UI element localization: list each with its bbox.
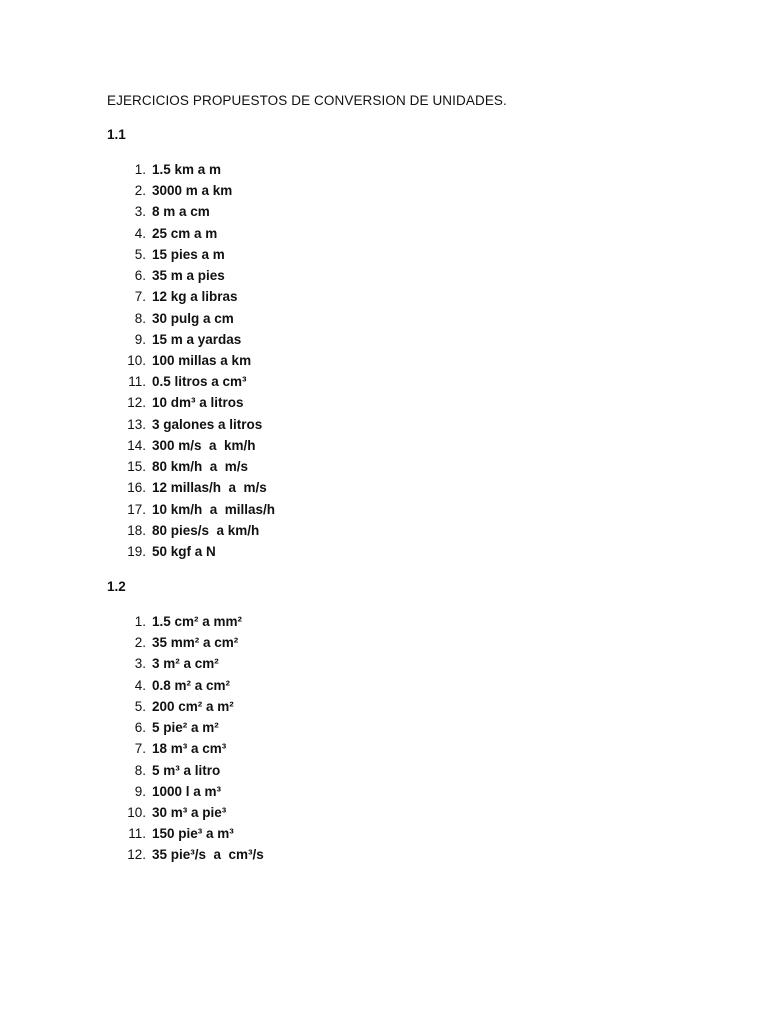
list-item-text: 150 pie³ a m³ <box>152 826 234 842</box>
list-item-number: 9. <box>134 331 146 347</box>
list-item-text: 15 pies a m <box>152 246 225 262</box>
list-item <box>107 499 407 520</box>
list-item <box>107 308 407 329</box>
list-item-number: 6. <box>134 268 146 284</box>
section-heading-1-2: 1.2 <box>107 579 126 594</box>
list-item <box>107 653 407 674</box>
exercise-list-1-2 <box>107 611 407 866</box>
list-item-text: 30 pulg a cm <box>152 310 234 326</box>
list-item <box>107 392 407 413</box>
list-item-text: 12 millas/h a m/s <box>152 480 267 496</box>
list-item <box>107 823 407 844</box>
list-item-number: 5. <box>134 246 146 262</box>
list-item <box>107 520 407 541</box>
list-item-text: 8 m a cm <box>152 204 210 220</box>
list-item-number: 10. <box>127 804 146 820</box>
list-item-text: 35 mm² a cm² <box>152 635 239 651</box>
list-item-number: 12. <box>127 847 146 863</box>
list-item-number: 3. <box>134 204 146 220</box>
list-item-text: 1000 l a m³ <box>152 783 222 799</box>
list-item-number: 14. <box>127 437 146 453</box>
list-item <box>107 738 407 759</box>
section-heading-1-1: 1.1 <box>107 127 126 142</box>
list-item <box>107 477 407 498</box>
list-item-text: 30 m³ a pie³ <box>152 804 227 820</box>
list-item <box>107 371 407 392</box>
list-item <box>107 329 407 350</box>
list-item-number: 4. <box>134 677 146 693</box>
list-item <box>107 611 407 632</box>
list-item-text: 1.5 km a m <box>152 162 222 177</box>
list-item <box>107 781 407 802</box>
list-item <box>107 223 407 244</box>
list-item-text: 1.5 cm² a mm² <box>152 614 243 629</box>
list-item-number: 2. <box>134 635 146 651</box>
list-item <box>107 632 407 653</box>
list-item-text: 12 kg a libras <box>152 289 238 305</box>
list-item <box>107 350 407 371</box>
list-item-text: 15 m a yardas <box>152 331 242 347</box>
list-item-text: 3000 m a km <box>152 183 233 199</box>
list-item <box>107 244 407 265</box>
list-item-text: 5 pie² a m² <box>152 720 219 736</box>
list-item-number: 8. <box>134 762 146 778</box>
exercise-list-1-1 <box>107 159 407 562</box>
list-item-text: 100 millas a km <box>152 352 252 368</box>
list-item-number: 1. <box>134 162 146 177</box>
list-item-text: 25 cm a m <box>152 225 218 241</box>
list-item-number: 18. <box>127 522 146 538</box>
list-item-text: 0.5 litros a cm³ <box>152 374 247 390</box>
list-item-number: 4. <box>134 225 146 241</box>
list-item <box>107 696 407 717</box>
list-item-text: 10 km/h a millas/h <box>152 501 276 517</box>
list-item-text: 3 galones a litros <box>152 416 263 432</box>
list-item-number: 3. <box>134 656 146 672</box>
list-item-number: 11. <box>128 826 146 842</box>
list-item-text: 200 cm² a m² <box>152 698 234 714</box>
document-title: EJERCICIOS PROPUESTOS DE CONVERSION DE UNIDADES. <box>107 93 507 108</box>
list-item-text: 35 m a pies <box>152 268 225 284</box>
list-item-text: 0.8 m² a cm² <box>152 677 231 693</box>
list-item <box>107 414 407 435</box>
list-item-text: 18 m³ a cm³ <box>152 741 227 757</box>
list-item-number: 12. <box>127 395 146 411</box>
list-item <box>107 435 407 456</box>
list-item-number: 16. <box>127 480 146 496</box>
list-item-number: 13. <box>127 416 146 432</box>
list-item-text: 80 pies/s a km/h <box>152 522 260 538</box>
list-item <box>107 456 407 477</box>
list-item-number: 11. <box>128 374 146 390</box>
list-item-text: 10 dm³ a litros <box>152 395 244 411</box>
list-item <box>107 201 407 222</box>
list-item-number: 1. <box>134 614 146 629</box>
list-item-number: 8. <box>134 310 146 326</box>
list-item-number: 19. <box>127 543 146 559</box>
list-item-number: 10. <box>127 352 146 368</box>
list-item <box>107 265 407 286</box>
list-item-number: 15. <box>127 459 146 475</box>
list-item-number: 9. <box>134 783 146 799</box>
list-item-text: 35 pie³/s a cm³/s <box>152 847 264 863</box>
list-item <box>107 760 407 781</box>
list-item-text: 5 m³ a litro <box>152 762 221 778</box>
list-item-text: 80 km/h a m/s <box>152 459 249 475</box>
list-item-text: 50 kgf a N <box>152 543 216 559</box>
list-item <box>107 675 407 696</box>
list-item-number: 5. <box>134 698 146 714</box>
list-item <box>107 180 407 201</box>
list-item <box>107 286 407 307</box>
list-item <box>107 159 407 180</box>
list-item <box>107 802 407 823</box>
list-item-text: 300 m/s a km/h <box>152 437 256 453</box>
list-item-text: 3 m² a cm² <box>152 656 219 672</box>
list-item <box>107 541 407 562</box>
list-item-number: 7. <box>134 741 146 757</box>
list-item <box>107 844 407 865</box>
list-item-number: 6. <box>134 720 146 736</box>
list-item-number: 2. <box>134 183 146 199</box>
list-item <box>107 717 407 738</box>
list-item-number: 7. <box>134 289 146 305</box>
list-item-number: 17. <box>127 501 146 517</box>
